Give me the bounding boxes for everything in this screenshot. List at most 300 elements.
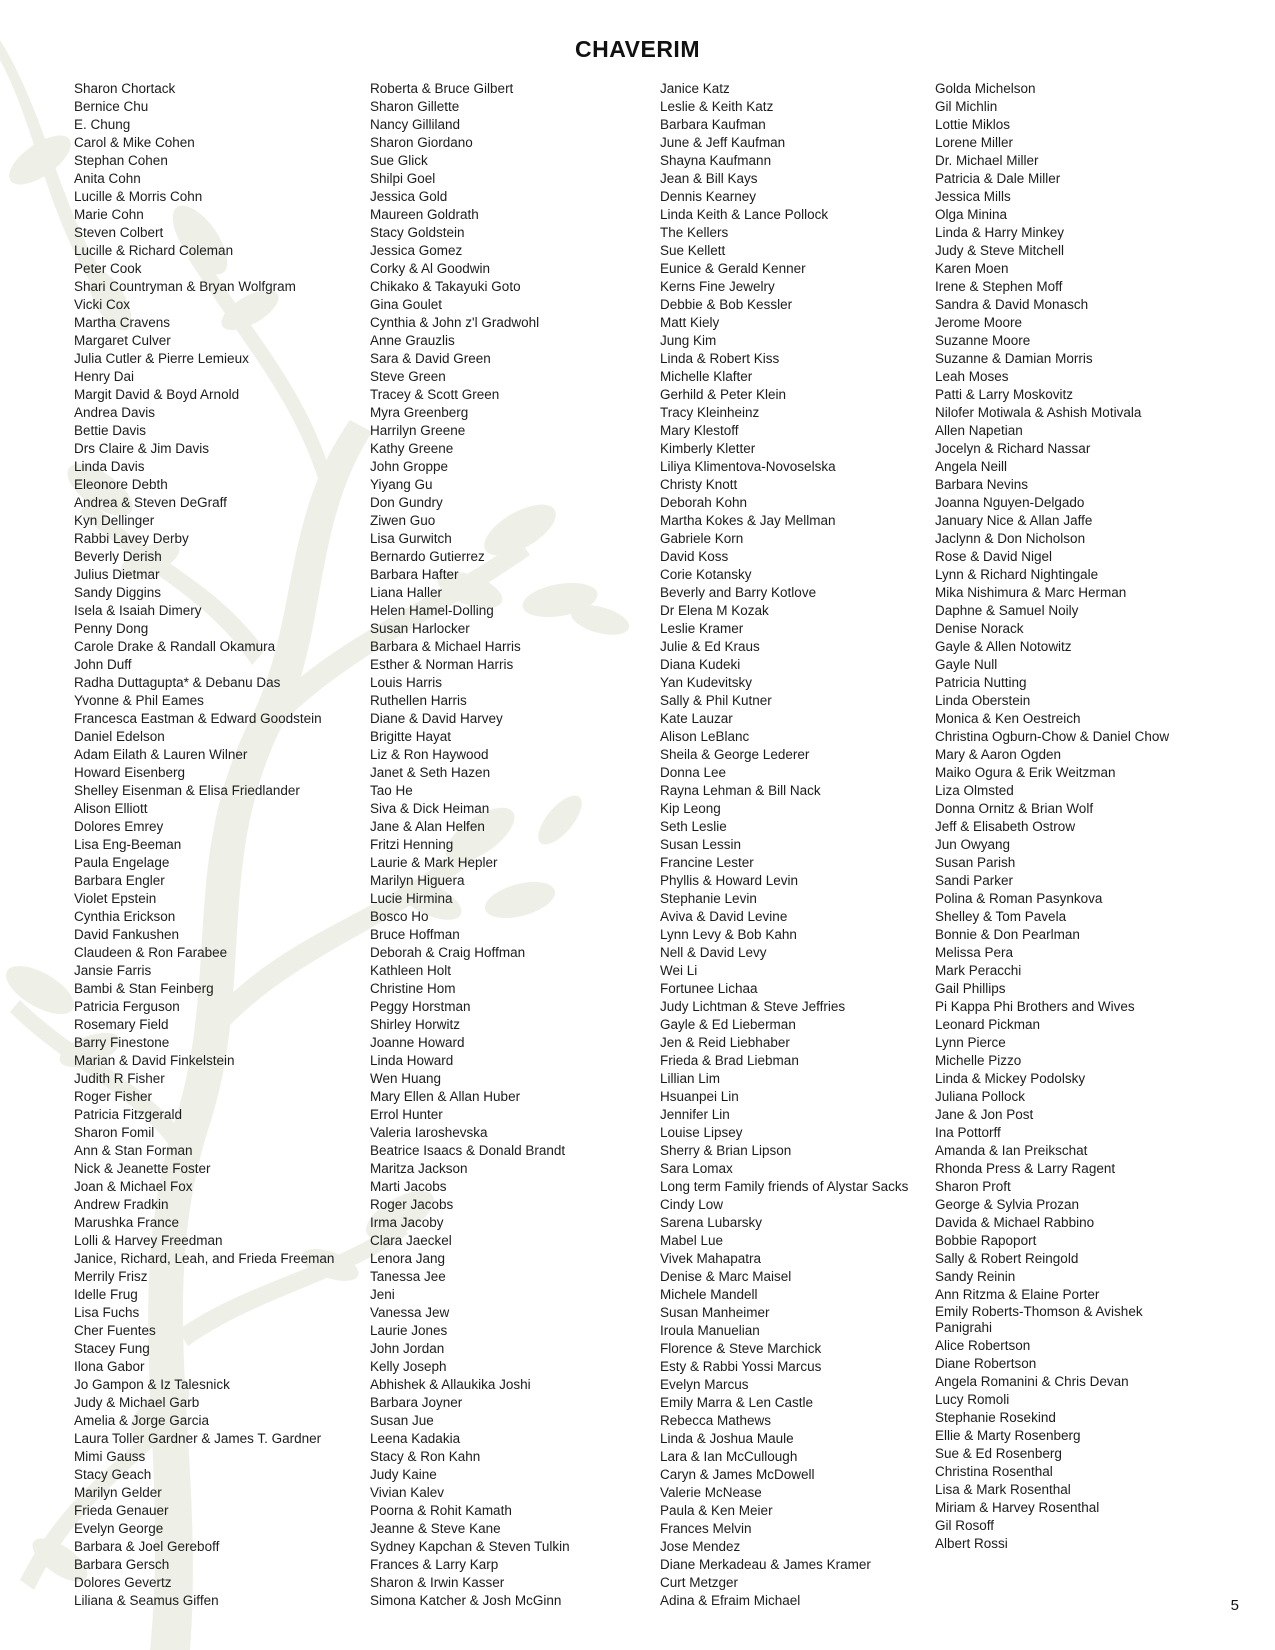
donor-name: Lucille & Morris Cohn: [74, 189, 203, 204]
donor-name: Barbara Joyner: [370, 1395, 463, 1410]
donor-name: Siva & Dick Heiman: [370, 801, 490, 816]
donor-name: Jo Gampon & Iz Talesnick: [74, 1377, 230, 1392]
donor-name: Sharon Chortack: [74, 81, 176, 96]
donor-name: Laurie & Mark Hepler: [370, 855, 498, 870]
donor-name: Penny Dong: [74, 621, 149, 636]
donor-name: Mary & Aaron Ogden: [935, 747, 1062, 762]
donor-name: Linda & Mickey Podolsky: [935, 1071, 1086, 1086]
donor-name: Merrily Frisz: [74, 1269, 148, 1284]
donor-name: Sarena Lubarsky: [660, 1215, 763, 1230]
donor-name: Michelle Klafter: [660, 369, 753, 384]
donor-name: Diane Robertson: [935, 1356, 1037, 1371]
donor-name: Irene & Stephen Moff: [935, 279, 1063, 294]
donor-name: Karen Moen: [935, 261, 1009, 276]
donor-name: Sharon Gillette: [370, 99, 460, 114]
donor-name: Matt Kiely: [660, 315, 720, 330]
donor-name: Valeria Iaroshevska: [370, 1125, 488, 1140]
donor-name: Denise Norack: [935, 621, 1024, 636]
donor-name: Clara Jaeckel: [370, 1233, 452, 1248]
donor-name: Diane & David Harvey: [370, 711, 503, 726]
donor-name: George & Sylvia Prozan: [935, 1197, 1080, 1212]
donor-name: Bettie Davis: [74, 423, 147, 438]
donor-name: Curt Metzger: [660, 1575, 739, 1590]
page-number: 5: [1230, 1597, 1239, 1614]
donor-name: Harrilyn Greene: [370, 423, 466, 438]
donor-name: Liliya Klimentova-Novoselska: [660, 459, 836, 474]
donor-name: Nancy Gilliland: [370, 117, 461, 132]
donor-name: Evelyn George: [74, 1521, 164, 1536]
donor-name: Rabbi Lavey Derby: [74, 531, 189, 546]
donor-name: Stephanie Rosekind: [935, 1410, 1056, 1425]
donor-name: Sharon Proft: [935, 1179, 1011, 1194]
donor-name: Liana Haller: [370, 585, 443, 600]
donor-name: Michelle Pizzo: [935, 1053, 1022, 1068]
donor-name: Sandy Reinin: [935, 1269, 1016, 1284]
donor-name: Kelly Joseph: [370, 1359, 447, 1374]
donor-name: Alice Robertson: [935, 1338, 1031, 1353]
donor-name: Lisa Fuchs: [74, 1305, 140, 1320]
donor-name: Maritza Jackson: [370, 1161, 468, 1176]
donor-name: Wen Huang: [370, 1071, 442, 1086]
donor-name: Jane & Alan Helfen: [370, 819, 485, 834]
donor-name: Cynthia & John z'l Gradwohl: [370, 315, 540, 330]
donor-name: Poorna & Rohit Kamath: [370, 1503, 512, 1518]
donor-name: Cynthia Erickson: [74, 909, 176, 924]
donor-name: Ellie & Marty Rosenberg: [935, 1428, 1081, 1443]
donor-name: Gail Phillips: [935, 981, 1006, 996]
donor-name: Angela Neill: [935, 459, 1008, 474]
donor-name: Nell & David Levy: [660, 945, 767, 960]
donor-name: Roger Jacobs: [370, 1197, 454, 1212]
donor-name: Linda & Joshua Maule: [660, 1431, 794, 1446]
donor-name: Leonard Pickman: [935, 1017, 1041, 1032]
donor-name: Gabriele Korn: [660, 531, 744, 546]
donor-name: Shayna Kaufmann: [660, 153, 772, 168]
donor-name: Panigrahi: [935, 1320, 993, 1335]
donor-name: Angela Romanini & Chris Devan: [935, 1374, 1129, 1389]
donor-name: Mary Ellen & Allan Huber: [370, 1089, 521, 1104]
donor-name: Bonnie & Don Pearlman: [935, 927, 1080, 942]
donor-name: Albert Rossi: [935, 1536, 1008, 1551]
donor-name: Jaclynn & Don Nicholson: [935, 531, 1086, 546]
donor-name: Ann & Stan Forman: [74, 1143, 193, 1158]
donor-name: Dr Elena M Kozak: [660, 603, 769, 618]
donor-name: Lenora Jang: [370, 1251, 446, 1266]
donor-name: Jeff & Elisabeth Ostrow: [935, 819, 1076, 834]
donor-name: Maiko Ogura & Erik Weitzman: [935, 765, 1116, 780]
donor-name: Peggy Horstman: [370, 999, 471, 1014]
donor-name: Caryn & James McDowell: [660, 1467, 815, 1482]
donor-name: Lynn Levy & Bob Kahn: [660, 927, 797, 942]
donor-name: Stacy Goldstein: [370, 225, 465, 240]
donor-name: Aviva & David Levine: [660, 909, 788, 924]
donor-name: Dolores Gevertz: [74, 1575, 172, 1590]
donor-name: Ilona Gabor: [74, 1359, 145, 1374]
donor-name: Lisa Gurwitch: [370, 531, 452, 546]
donor-name: Daniel Edelson: [74, 729, 165, 744]
donor-name: Patricia Fitzgerald: [74, 1107, 183, 1122]
donor-name: Fortunee Lichaa: [660, 981, 758, 996]
donor-name: Sally & Phil Kutner: [660, 693, 772, 708]
donor-name: Vivian Kalev: [370, 1485, 445, 1500]
donor-name: Judy & Steve Mitchell: [935, 243, 1065, 258]
donor-name: Leslie Kramer: [660, 621, 744, 636]
donor-name: David Koss: [660, 549, 729, 564]
donor-name: Howard Eisenberg: [74, 765, 186, 780]
donor-name: Sydney Kapchan & Steven Tulkin: [370, 1539, 570, 1554]
donor-name: Rose & David Nigel: [935, 549, 1053, 564]
donor-name: Donna Lee: [660, 765, 727, 780]
donor-name: Seth Leslie: [660, 819, 727, 834]
donor-name: Esty & Rabbi Yossi Marcus: [660, 1359, 822, 1374]
donor-name: Debbie & Bob Kessler: [660, 297, 793, 312]
donor-name: Julius Dietmar: [74, 567, 160, 582]
donor-name: Leah Moses: [935, 369, 1009, 384]
donor-name: Lara & Ian McCullough: [660, 1449, 798, 1464]
donor-name: Anne Grauzlis: [370, 333, 455, 348]
donor-name: Barbara Gersch: [74, 1557, 170, 1572]
donor-name: Kyn Dellinger: [74, 513, 155, 528]
donor-name: Liza Olmsted: [935, 783, 1014, 798]
donor-name: Henry Dai: [74, 369, 135, 384]
donor-name: Sally & Robert Reingold: [935, 1251, 1079, 1266]
donor-name: Margaret Culver: [74, 333, 171, 348]
donor-name: Lynn Pierce: [935, 1035, 1006, 1050]
donor-name: Florence & Steve Marchick: [660, 1341, 822, 1356]
donor-name: Melissa Pera: [935, 945, 1014, 960]
donor-name: June & Jeff Kaufman: [660, 135, 786, 150]
donor-name: Gayle Null: [935, 657, 998, 672]
donor-name: Christine Hom: [370, 981, 456, 996]
donor-name: Susan Lessin: [660, 837, 742, 852]
donor-name: Susan Jue: [370, 1413, 434, 1428]
donor-name: Joanna Nguyen-Delgado: [935, 495, 1085, 510]
donor-name: Barbara Engler: [74, 873, 165, 888]
donor-name: Jane & Jon Post: [935, 1107, 1034, 1122]
donor-name: Lucille & Richard Coleman: [74, 243, 234, 258]
donor-name: Gerhild & Peter Klein: [660, 387, 787, 402]
donor-name: Jean & Bill Kays: [660, 171, 758, 186]
donor-name: Errol Hunter: [370, 1107, 443, 1122]
donor-name: Barbara Kaufman: [660, 117, 766, 132]
donor-name: Shari Countryman & Bryan Wolfgram: [74, 279, 296, 294]
donor-name: Frieda Genauer: [74, 1503, 169, 1518]
donor-name: Cindy Low: [660, 1197, 724, 1212]
donor-name: Frances & Larry Karp: [370, 1557, 499, 1572]
donor-name: Roger Fisher: [74, 1089, 153, 1104]
donor-name: Stacy & Ron Kahn: [370, 1449, 481, 1464]
donor-name: Lynn & Richard Nightingale: [935, 567, 1099, 582]
donor-name: Ziwen Guo: [370, 513, 436, 528]
donor-name: Liz & Ron Haywood: [370, 747, 489, 762]
donor-name: Bobbie Rapoport: [935, 1233, 1037, 1248]
donor-name: Esther & Norman Harris: [370, 657, 514, 672]
donor-name: Peter Cook: [74, 261, 142, 276]
donor-name: Lucy Romoli: [935, 1392, 1010, 1407]
donor-name: Sue & Ed Rosenberg: [935, 1446, 1062, 1461]
donor-name: Adina & Efraim Michael: [660, 1593, 801, 1608]
donor-name: Phyllis & Howard Levin: [660, 873, 799, 888]
donor-name: Steven Colbert: [74, 225, 164, 240]
page-title: CHAVERIM: [575, 36, 700, 62]
donor-name: Idelle Frug: [74, 1287, 138, 1302]
donor-name: Stacey Fung: [74, 1341, 150, 1356]
donor-name: Ina Pottorff: [935, 1125, 1001, 1140]
donor-name: Evelyn Marcus: [660, 1377, 749, 1392]
donor-name: Jung Kim: [660, 333, 717, 348]
donor-name: John Groppe: [370, 459, 449, 474]
donor-name: Lisa & Mark Rosenthal: [935, 1482, 1071, 1497]
donor-name: Yan Kudevitsky: [660, 675, 753, 690]
donor-name: Don Gundry: [370, 495, 443, 510]
names-column-4: [935, 80, 1169, 1553]
donor-name: Sue Glick: [370, 153, 428, 168]
donor-name: Bosco Ho: [370, 909, 429, 924]
donor-name: Abhishek & Allaukika Joshi: [370, 1377, 531, 1392]
donor-name: Stephanie Levin: [660, 891, 757, 906]
donor-name: Carole Drake & Randall Okamura: [74, 639, 276, 654]
donor-name: Lisa Eng-Beeman: [74, 837, 182, 852]
donor-name: Corky & Al Goodwin: [370, 261, 491, 276]
donor-name: Jessica Gold: [370, 189, 448, 204]
donor-name: Mika Nishimura & Marc Herman: [935, 585, 1127, 600]
donor-name: David Fankushen: [74, 927, 180, 942]
donor-name: Diane Merkadeau & James Kramer: [660, 1557, 871, 1572]
donor-name: Frieda & Brad Liebman: [660, 1053, 799, 1068]
donor-name: E. Chung: [74, 117, 131, 132]
donor-name: Ruthellen Harris: [370, 693, 467, 708]
donor-name: Jun Owyang: [935, 837, 1011, 852]
donor-name: Golda Michelson: [935, 81, 1036, 96]
donor-name: Linda Davis: [74, 459, 145, 474]
donor-name: Christina Rosenthal: [935, 1464, 1053, 1479]
donor-name: Janet & Seth Hazen: [370, 765, 491, 780]
donor-name: Barbara Nevins: [935, 477, 1029, 492]
donor-name: Barbara & Joel Gereboff: [74, 1539, 220, 1554]
donor-name: Joan & Michael Fox: [74, 1179, 193, 1194]
donor-name: Sheila & George Lederer: [660, 747, 810, 762]
donor-name: Valerie McNease: [660, 1485, 762, 1500]
donor-name: Linda & Robert Kiss: [660, 351, 780, 366]
donor-name: Linda Oberstein: [935, 693, 1031, 708]
donor-name: Corie Kotansky: [660, 567, 752, 582]
donor-name: Marilyn Gelder: [74, 1485, 162, 1500]
donor-name: Rebecca Mathews: [660, 1413, 772, 1428]
donor-name: Louise Lipsey: [660, 1125, 743, 1140]
donor-name: Rosemary Field: [74, 1017, 169, 1032]
donor-name: Jennifer Lin: [660, 1107, 730, 1122]
donor-name: Lottie Miklos: [935, 117, 1011, 132]
donor-name: Jerome Moore: [935, 315, 1023, 330]
donor-name: Bambi & Stan Feinberg: [74, 981, 214, 996]
donor-name: Shirley Horwitz: [370, 1017, 461, 1032]
donor-name: Barbara & Michael Harris: [370, 639, 521, 654]
donor-name: Liliana & Seamus Giffen: [74, 1593, 219, 1608]
donor-name: Patricia Ferguson: [74, 999, 180, 1014]
donor-name: Suzanne Moore: [935, 333, 1031, 348]
donor-name: Marian & David Finkelstein: [74, 1053, 235, 1068]
donor-name: Michele Mandell: [660, 1287, 758, 1302]
donor-name: Francesca Eastman & Edward Goodstein: [74, 711, 322, 726]
donor-name: Sharon Fomil: [74, 1125, 155, 1140]
donor-name: Julie & Ed Kraus: [660, 639, 760, 654]
donor-name: Fritzi Henning: [370, 837, 454, 852]
donor-name: Miriam & Harvey Rosenthal: [935, 1500, 1100, 1515]
donor-name: Diana Kudeki: [660, 657, 741, 672]
donor-name: Irma Jacoby: [370, 1215, 444, 1230]
donor-name: Tracy Kleinheinz: [660, 405, 760, 420]
donor-name: Amelia & Jorge Garcia: [74, 1413, 210, 1428]
donor-name: Chikako & Takayuki Goto: [370, 279, 521, 294]
donor-name: Frances Melvin: [660, 1521, 752, 1536]
donor-name: Paula Engelage: [74, 855, 170, 870]
donor-name: Linda & Harry Minkey: [935, 225, 1065, 240]
donor-name: Eunice & Gerald Kenner: [660, 261, 806, 276]
donor-name: Sara Lomax: [660, 1161, 733, 1176]
donor-name: Jeanne & Steve Kane: [370, 1521, 501, 1536]
donor-name: Christina Ogburn-Chow & Daniel Chow: [935, 729, 1170, 744]
donor-name: Emily Roberts-Thomson & Avishek: [935, 1304, 1143, 1319]
donor-name: Beverly and Barry Kotlove: [660, 585, 817, 600]
donor-name: Sue Kellett: [660, 243, 726, 258]
donor-name: Olga Minina: [935, 207, 1008, 222]
donor-name: Sharon Giordano: [370, 135, 473, 150]
donor-name: Polina & Roman Pasynkova: [935, 891, 1103, 906]
donor-name: Leena Kadakia: [370, 1431, 461, 1446]
donor-name: Patricia & Dale Miller: [935, 171, 1061, 186]
donor-name: Sandy Diggins: [74, 585, 162, 600]
donor-name: Alison LeBlanc: [660, 729, 750, 744]
donor-name: Deborah Kohn: [660, 495, 748, 510]
donor-name: Paula & Ken Meier: [660, 1503, 773, 1518]
donor-name: Daphne & Samuel Noily: [935, 603, 1079, 618]
donor-name: Sandi Parker: [935, 873, 1014, 888]
donor-name: Suzanne & Damian Morris: [935, 351, 1093, 366]
donor-name: Sharon & Irwin Kasser: [370, 1575, 505, 1590]
donor-name: Lorene Miller: [935, 135, 1014, 150]
donor-name: Roberta & Bruce Gilbert: [370, 81, 514, 96]
donor-name: Jessica Gomez: [370, 243, 463, 258]
donor-name: Hsuanpei Lin: [660, 1089, 739, 1104]
donor-name: Marie Cohn: [74, 207, 144, 222]
donor-name: Donna Ornitz & Brian Wolf: [935, 801, 1094, 816]
donor-name: Linda Howard: [370, 1053, 454, 1068]
donor-name: Shelley Eisenman & Elisa Friedlander: [74, 783, 300, 798]
donor-name: Andrew Fradkin: [74, 1197, 169, 1212]
donor-name: Gil Michlin: [935, 99, 998, 114]
donor-name: Long term Family friends of Alystar Sacks: [660, 1179, 909, 1194]
donor-name: Patricia Nutting: [935, 675, 1027, 690]
donor-name: Bernardo Gutierrez: [370, 549, 485, 564]
donor-name: Davida & Michael Rabbino: [935, 1215, 1095, 1230]
donor-name: Mabel Lue: [660, 1233, 724, 1248]
donor-name: Lillian Lim: [660, 1071, 721, 1086]
donor-name: Gayle & Ed Lieberman: [660, 1017, 796, 1032]
donor-name: Drs Claire & Jim Davis: [74, 441, 210, 456]
donor-name: Barbara Hafter: [370, 567, 459, 582]
donor-name: Kate Lauzar: [660, 711, 733, 726]
donor-name: Andrea & Steven DeGraff: [74, 495, 227, 510]
donor-name: Ann Ritzma & Elaine Porter: [935, 1287, 1100, 1302]
donor-name: Susan Parish: [935, 855, 1016, 870]
donor-name: Sandra & David Monasch: [935, 297, 1089, 312]
donor-name: Francine Lester: [660, 855, 754, 870]
donor-name: Beverly Derish: [74, 549, 162, 564]
donor-name: Allen Napetian: [935, 423, 1023, 438]
donor-name: Gil Rosoff: [935, 1518, 995, 1533]
donor-name: Nick & Jeanette Foster: [74, 1161, 211, 1176]
donor-name: Iroula Manuelian: [660, 1323, 760, 1338]
donor-name: Julia Cutler & Pierre Lemieux: [74, 351, 249, 366]
donor-name: Denise & Marc Maisel: [660, 1269, 792, 1284]
donor-name: Violet Epstein: [74, 891, 157, 906]
donor-name: Jose Mendez: [660, 1539, 741, 1554]
donor-name: Stephan Cohen: [74, 153, 168, 168]
donor-name: The Kellers: [660, 225, 729, 240]
donor-name: Radha Duttagupta* & Debanu Das: [74, 675, 281, 690]
donor-name: Yiyang Gu: [370, 477, 433, 492]
donor-name: Lolli & Harvey Freedman: [74, 1233, 223, 1248]
donor-name: Rayna Lehman & Bill Nack: [660, 783, 821, 798]
donor-name: Bernice Chu: [74, 99, 149, 114]
donor-name: Kerns Fine Jewelry: [660, 279, 775, 294]
donor-name: Maureen Goldrath: [370, 207, 479, 222]
donor-name: Martha Kokes & Jay Mellman: [660, 513, 836, 528]
donor-name: Sherry & Brian Lipson: [660, 1143, 792, 1158]
donor-name: Judith R Fisher: [74, 1071, 165, 1086]
donor-name: Tao He: [370, 783, 413, 798]
donor-name: Monica & Ken Oestreich: [935, 711, 1081, 726]
donor-name: Susan Harlocker: [370, 621, 470, 636]
donor-name: Tracey & Scott Green: [370, 387, 500, 402]
donor-name: Nilofer Motiwala & Ashish Motivala: [935, 405, 1142, 420]
donor-name: Janice, Richard, Leah, and Frieda Freeman: [74, 1251, 335, 1266]
donor-name: Andrea Davis: [74, 405, 156, 420]
donor-name: John Duff: [74, 657, 132, 672]
donor-name: Laura Toller Gardner & James T. Gardner: [74, 1431, 322, 1446]
names-column-3: [660, 80, 908, 1610]
donor-name: Tanessa Jee: [370, 1269, 446, 1284]
donor-name: Amanda & Ian Preikschat: [935, 1143, 1088, 1158]
donor-name: Leslie & Keith Katz: [660, 99, 774, 114]
donor-name: Marilyn Higuera: [370, 873, 465, 888]
donor-name: Cher Fuentes: [74, 1323, 156, 1338]
donor-name: Jansie Farris: [74, 963, 152, 978]
donor-name: Louis Harris: [370, 675, 443, 690]
donor-name: Jeni: [370, 1287, 395, 1302]
donor-name: Carol & Mike Cohen: [74, 135, 195, 150]
donor-name: Martha Cravens: [74, 315, 171, 330]
names-column-2: [370, 80, 570, 1610]
donor-name: Barry Finestone: [74, 1035, 170, 1050]
donor-name: Lucie Hirmina: [370, 891, 453, 906]
donor-name: Mark Peracchi: [935, 963, 1022, 978]
donor-name: Myra Greenberg: [370, 405, 469, 420]
donor-name: Janice Katz: [660, 81, 730, 96]
donor-name: Jen & Reid Liebhaber: [660, 1035, 790, 1050]
donor-name: Joanne Howard: [370, 1035, 465, 1050]
donor-name: Vanessa Jew: [370, 1305, 450, 1320]
donor-name: Sara & David Green: [370, 351, 491, 366]
donor-name: Eleonore Debth: [74, 477, 168, 492]
donor-name: Vicki Cox: [74, 297, 131, 312]
donor-name: Judy Kaine: [370, 1467, 437, 1482]
donor-name: Yvonne & Phil Eames: [74, 693, 204, 708]
donor-name: Jessica Mills: [935, 189, 1011, 204]
donor-name: Marushka France: [74, 1215, 180, 1230]
donor-name: Susan Manheimer: [660, 1305, 770, 1320]
donor-name: Patti & Larry Moskovitz: [935, 387, 1074, 402]
